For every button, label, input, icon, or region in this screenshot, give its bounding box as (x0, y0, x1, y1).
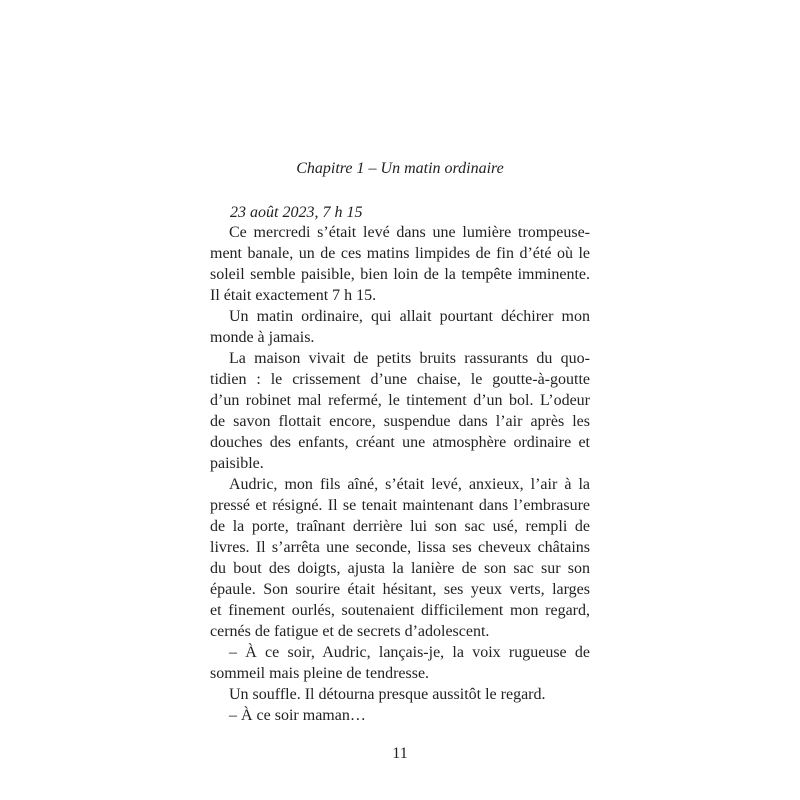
text-line: de savon flottait encore, suspendue dans l’air après les (210, 413, 590, 430)
date-line: 23 août 2023, 7 h 15 (230, 204, 363, 221)
text-line: – À ce soir maman… (229, 707, 366, 724)
text-line: Audric, mon fils aîné, s’était levé, anxieux, l’air à la (229, 476, 590, 493)
text-line: tidien : le crissement d’une chaise, le goutte-à-goutte (210, 371, 590, 388)
text-line: cernés de fatigue et de secrets d’adolescent. (210, 623, 490, 640)
text-line: Un matin ordinaire, qui allait pourtant déchirer mon (229, 308, 590, 325)
text-line: paisible. (210, 455, 264, 472)
text-line: douches des enfants, créant une atmosphère ordinaire et (210, 434, 590, 451)
text-line: sommeil mais pleine de tendresse. (210, 665, 430, 682)
text-line: d’un robinet mal refermé, le tintement d’un bol. L’odeur (210, 392, 590, 409)
text-line: pressé et résigné. Il se tenait maintenant dans l’embrasure (210, 497, 590, 514)
text-line: Il était exactement 7 h 15. (210, 287, 377, 304)
text-line: soleil semble paisible, bien loin de la tempête imminente. (210, 266, 590, 283)
text-line: du bout des doigts, ajusta la lanière de son sac sur son (210, 560, 590, 577)
text-line: La maison vivait de petits bruits rassurants du quo- (229, 350, 590, 367)
text-line: – À ce soir, Audric, lançais-je, la voix rugueuse de (229, 644, 590, 661)
chapter-title: Chapitre 1 – Un matin ordinaire (296, 160, 504, 177)
page-number: 11 (392, 745, 408, 762)
body-text (210, 222, 590, 726)
text-line: Ce mercredi s’était levé dans une lumière trompeuse- (229, 224, 590, 241)
text-line: Un souffle. Il détourna presque aussitôt le regard. (229, 686, 546, 703)
text-line: épaule. Son sourire était hésitant, ses yeux verts, larges (210, 581, 590, 598)
text-line: ment banale, un de ces matins limpides de fin d’été où le (210, 245, 590, 262)
text-line: et finement ourlés, soutenaient difficilement mon regard, (210, 602, 590, 619)
text-line: monde à jamais. (210, 329, 315, 346)
text-line: livres. Il s’arrêta une seconde, lissa ses cheveux châtains (210, 539, 590, 556)
text-line: de la porte, traînant derrière lui son sac usé, rempli de (210, 518, 590, 535)
